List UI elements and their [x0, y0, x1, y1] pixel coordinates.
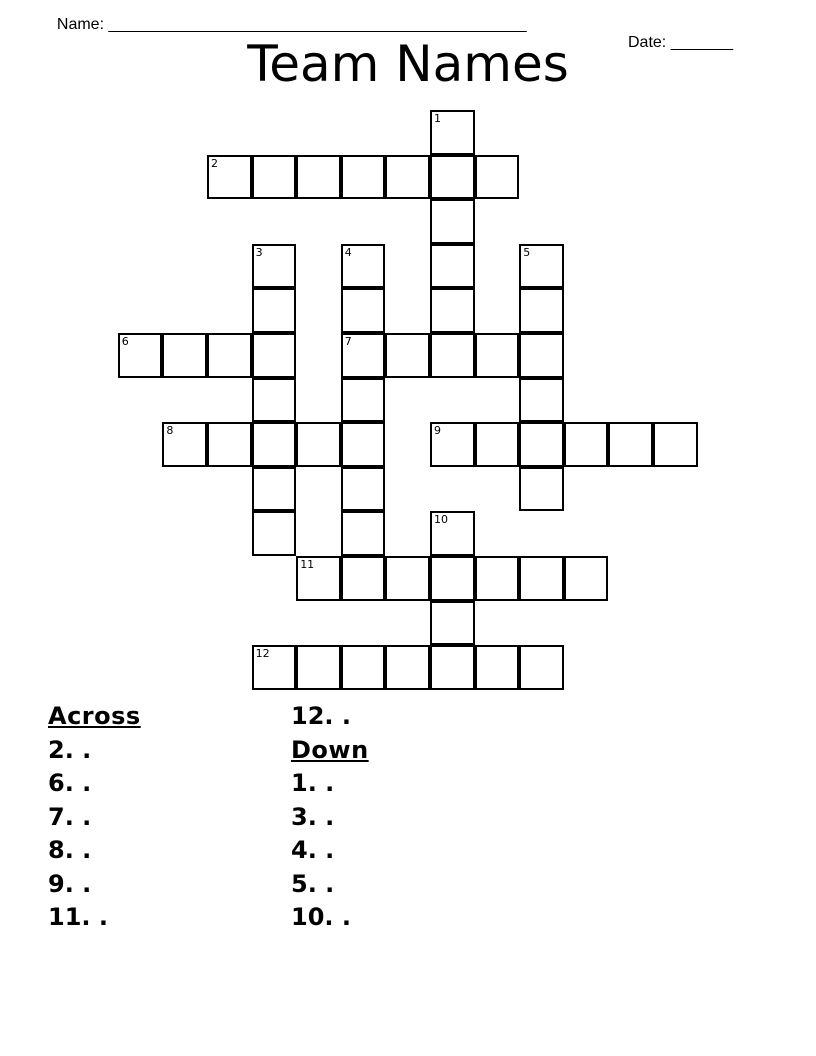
clues-column-left: [48, 700, 141, 935]
grid-cell[interactable]: [252, 511, 297, 556]
grid-cell[interactable]: [430, 645, 475, 690]
grid-cell[interactable]: [430, 244, 475, 289]
clues-column-right: [291, 700, 369, 935]
grid-cell[interactable]: [519, 244, 564, 289]
grid-cell[interactable]: [207, 155, 252, 200]
clue-number: 10: [434, 513, 448, 527]
clue-number: 12: [255, 647, 270, 661]
grid-cell[interactable]: [564, 422, 609, 467]
clue-number: 3: [255, 245, 263, 259]
clue-number: 6: [121, 335, 129, 348]
across-clue: 9. .: [48, 869, 92, 898]
grid-cell[interactable]: [341, 155, 386, 200]
grid-cell[interactable]: [162, 333, 207, 378]
date-field-label: Date: _______: [628, 34, 733, 51]
grid-cell[interactable]: [385, 556, 430, 601]
grid-cell[interactable]: [564, 556, 609, 601]
across-clue: 11. .: [48, 903, 108, 931]
down-clue: 5. .: [291, 869, 335, 898]
across-clue: 7. .: [48, 802, 92, 831]
grid-cell[interactable]: [430, 556, 475, 601]
across-clue: 6. .: [48, 769, 92, 797]
grid-cell[interactable]: [252, 645, 297, 690]
down-heading: Down: [291, 735, 369, 764]
grid-cell[interactable]: [252, 244, 297, 289]
page-title: Team Names: [247, 35, 569, 93]
across-heading: Across: [48, 702, 141, 730]
grid-cell[interactable]: [296, 556, 341, 601]
grid-cell[interactable]: [519, 422, 564, 467]
grid-cell[interactable]: [653, 422, 698, 467]
down-clue: 3. .: [291, 802, 335, 831]
grid-cell[interactable]: [519, 288, 564, 333]
clue-number: 4: [344, 245, 352, 259]
across-clue: 12. .: [291, 702, 351, 730]
grid-cell[interactable]: [341, 244, 386, 289]
grid-cell[interactable]: [252, 467, 297, 512]
grid-cell[interactable]: [385, 155, 430, 200]
grid-cell[interactable]: [519, 378, 564, 423]
grid-cell[interactable]: [385, 333, 430, 378]
clue-number: 7: [344, 335, 352, 348]
grid-cell[interactable]: [430, 422, 475, 467]
grid-cell[interactable]: [519, 556, 564, 601]
grid-cell[interactable]: [475, 333, 520, 378]
across-clue: 8. .: [48, 836, 92, 864]
grid-cell[interactable]: [296, 422, 341, 467]
grid-cell[interactable]: [430, 110, 475, 155]
grid-cell[interactable]: [608, 422, 653, 467]
across-clue: 2. .: [48, 735, 92, 764]
grid-cell[interactable]: [519, 333, 564, 378]
grid-cell[interactable]: [519, 467, 564, 512]
clue-number: 11: [300, 558, 315, 571]
grid-cell[interactable]: [341, 556, 386, 601]
grid-cell[interactable]: [519, 645, 564, 690]
grid-cell[interactable]: [430, 333, 475, 378]
grid-cell[interactable]: [296, 155, 341, 200]
grid-cell[interactable]: [207, 422, 252, 467]
down-clue: 10. .: [291, 903, 351, 931]
grid-cell[interactable]: [341, 467, 386, 512]
grid-cell[interactable]: [475, 422, 520, 467]
down-clue: 4. .: [291, 836, 335, 864]
grid-cell[interactable]: [207, 333, 252, 378]
grid-cell[interactable]: [341, 645, 386, 690]
grid-cell[interactable]: [118, 333, 163, 378]
clue-number: 1: [434, 112, 441, 125]
grid-cell[interactable]: [341, 378, 386, 423]
grid-cell[interactable]: [252, 422, 297, 467]
clue-number: 8: [166, 424, 174, 438]
grid-cell[interactable]: [296, 645, 341, 690]
grid-cell[interactable]: [430, 601, 475, 646]
clue-number: 9: [434, 424, 441, 438]
grid-cell[interactable]: [430, 199, 475, 244]
grid-cell[interactable]: [341, 333, 386, 378]
down-clue: 1. .: [291, 769, 335, 797]
grid-cell[interactable]: [385, 645, 430, 690]
grid-cell[interactable]: [252, 333, 297, 378]
grid-cell[interactable]: [475, 556, 520, 601]
grid-cell[interactable]: [341, 288, 386, 333]
grid-cell[interactable]: [475, 155, 520, 200]
grid-cell[interactable]: [430, 155, 475, 200]
grid-cell[interactable]: [430, 288, 475, 333]
name-field-label: Name: _______________________________________________: [56, 16, 527, 33]
grid-cell[interactable]: [252, 155, 297, 200]
grid-cell[interactable]: [341, 511, 386, 556]
grid-cell[interactable]: [162, 422, 207, 467]
grid-cell[interactable]: [252, 378, 297, 423]
grid-cell[interactable]: [341, 422, 386, 467]
grid-cell[interactable]: [430, 511, 475, 556]
grid-cell[interactable]: [475, 645, 520, 690]
grid-cell[interactable]: [252, 288, 297, 333]
clue-number: 5: [523, 245, 531, 259]
clue-number: 2: [211, 156, 218, 170]
